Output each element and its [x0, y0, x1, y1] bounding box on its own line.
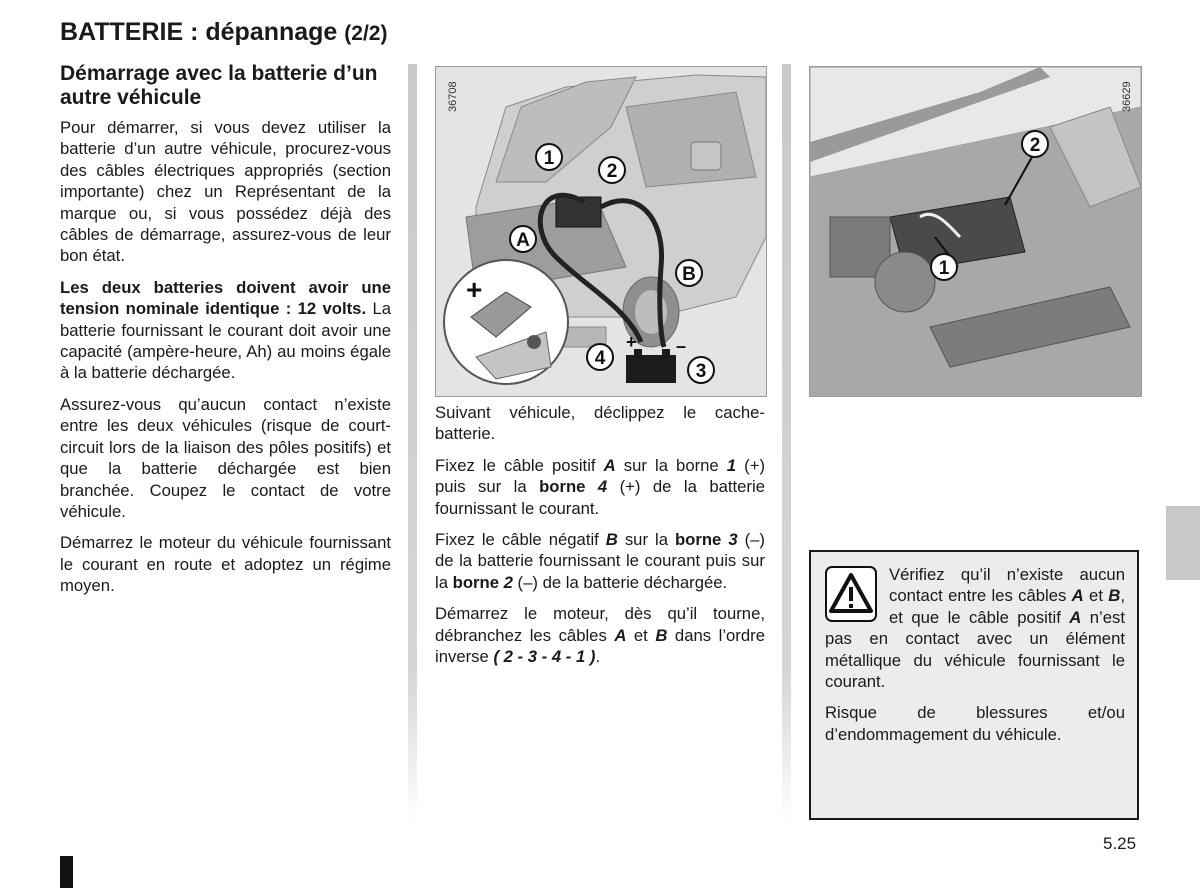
- text-run: et: [1083, 586, 1109, 606]
- figure-engine-bay-photo: [809, 66, 1142, 397]
- warning-triangle-icon: [825, 566, 877, 622]
- callout-3: 3: [695, 361, 707, 382]
- text-run: (+) de la batterie fournissant le courant.: [435, 477, 765, 518]
- voltage-capacity-text: La batterie fournissant le courant doit avoir une capacité (ampère-heure, Ah) au moins égale à la batterie déchargée.: [60, 299, 392, 383]
- text-run: Fixez le câble positif: [435, 455, 604, 475]
- terminal-1-ref: 1: [726, 455, 737, 475]
- paragraph-start-engine: Démarrez le moteur du véhicule fournissant le courant en route et adoptez un régime moyen.: [60, 533, 391, 596]
- cable-b-ref: B: [605, 530, 618, 550]
- cable-a-ref: A: [1069, 607, 1082, 627]
- page-title: [60, 18, 387, 47]
- corner-crop-mark: [60, 856, 73, 888]
- inset-plus-sign: +: [466, 274, 483, 305]
- figure-jump-start-illustration: [435, 66, 767, 397]
- terminal-inset-drawing: [444, 260, 568, 384]
- cable-a-ref: A: [603, 455, 616, 475]
- paragraph-unclip-cover: Suivant véhicule, déclippez le cache-batterie.: [435, 403, 765, 444]
- callout-2: 2: [606, 161, 618, 182]
- column-divider-2: [782, 64, 791, 824]
- donor-minus-sign: –: [676, 336, 687, 356]
- borne-label: borne: [452, 572, 504, 592]
- voltage-warning-bold: Les deux batteries doivent avoir une tension nominale identique : 12 volts.: [60, 277, 391, 319]
- page-title-text: BATTERIE : dépannage: [60, 18, 338, 46]
- page-number: 5.25: [1103, 834, 1137, 853]
- warning-text-risk: Risque de blessures et/ou d’endommagement du véhicule.: [825, 703, 1125, 744]
- text-run: n’est pas en contact avec un élément métallique du véhicule fournissant le courant.: [825, 607, 1126, 692]
- callout-a: A: [516, 230, 530, 251]
- figure-2-ref-number: 36629: [1121, 81, 1133, 112]
- text-run: (–) de la batterie déchargée.: [512, 572, 728, 592]
- text-run: dans l’ordre inverse: [435, 625, 765, 667]
- warning-box: [809, 550, 1139, 820]
- callout-4: 4: [594, 348, 606, 369]
- engine-callout-1: 1: [938, 258, 950, 279]
- figure-ref-number: 36708: [447, 81, 459, 112]
- middle-column: [435, 402, 765, 677]
- text-run: .: [595, 647, 601, 667]
- text-run: (+) puis sur la: [435, 455, 766, 497]
- column-divider-1: [408, 64, 417, 824]
- text-run: (–) de la batterie fournissant le courant puis sur la: [435, 530, 765, 592]
- left-column: [60, 62, 391, 607]
- text-run: sur la: [617, 530, 675, 550]
- cable-b-ref: B: [655, 625, 668, 645]
- paragraph-positive-cable: [435, 455, 765, 519]
- borne-label: borne: [539, 477, 598, 497]
- page-title-suffix: (2/2): [344, 22, 388, 45]
- text-run: sur la borne: [615, 455, 727, 475]
- callout-1: 1: [543, 148, 555, 169]
- donor-plus-sign: +: [626, 332, 637, 352]
- paragraph-disconnect: [435, 603, 765, 667]
- paragraph-voltage: [60, 277, 391, 384]
- terminal-3-ref: 3: [728, 530, 738, 550]
- text-run: Démarrez le moteur, dès qu’il tourne, débranchez les câbles: [435, 604, 765, 645]
- text-run: et: [626, 625, 656, 645]
- chapter-side-tab: [1166, 506, 1200, 580]
- terminal-2-ref: 2: [503, 572, 513, 592]
- paragraph-negative-cable: [435, 529, 765, 593]
- paragraph-cables: Pour démarrer, si vous devez utiliser la batterie d’un autre véhicule, procurez-vous des câbles électriques appropriés (section importante) chez un Représentant de la marque ou, si vous possédez déjà des câbles de démarrage, assurez-vous de leur bon état.: [60, 118, 391, 266]
- cable-b-ref: B: [1108, 586, 1121, 606]
- cable-a-ref: A: [614, 625, 627, 645]
- text-run: Vérifiez qu’il n’existe aucun contact entre les câbles: [889, 565, 1125, 606]
- terminal-4-ref: 4: [597, 477, 608, 497]
- text-run: , et que le câble positif: [889, 586, 1125, 627]
- engine-bay-drawing: [810, 67, 1141, 396]
- section-title: Démarrage avec la batterie d’un autre véhicule: [60, 62, 378, 109]
- borne-label: borne: [674, 530, 729, 550]
- text-run: Fixez le câble négatif: [435, 530, 606, 550]
- callout-b: B: [682, 264, 696, 285]
- paragraph-no-contact: Assurez-vous qu’aucun contact n’existe entre les deux véhicules (risque de court-circuit lors de la liaison des pôles positifs) et que la batterie déchargée est bien branchée. Coupez le contact de votre véhicule.: [60, 394, 391, 521]
- disconnect-order: ( 2 - 3 - 4 - 1 ): [493, 647, 596, 667]
- cable-a-ref: A: [1071, 586, 1084, 606]
- engine-callout-2: 2: [1029, 135, 1041, 156]
